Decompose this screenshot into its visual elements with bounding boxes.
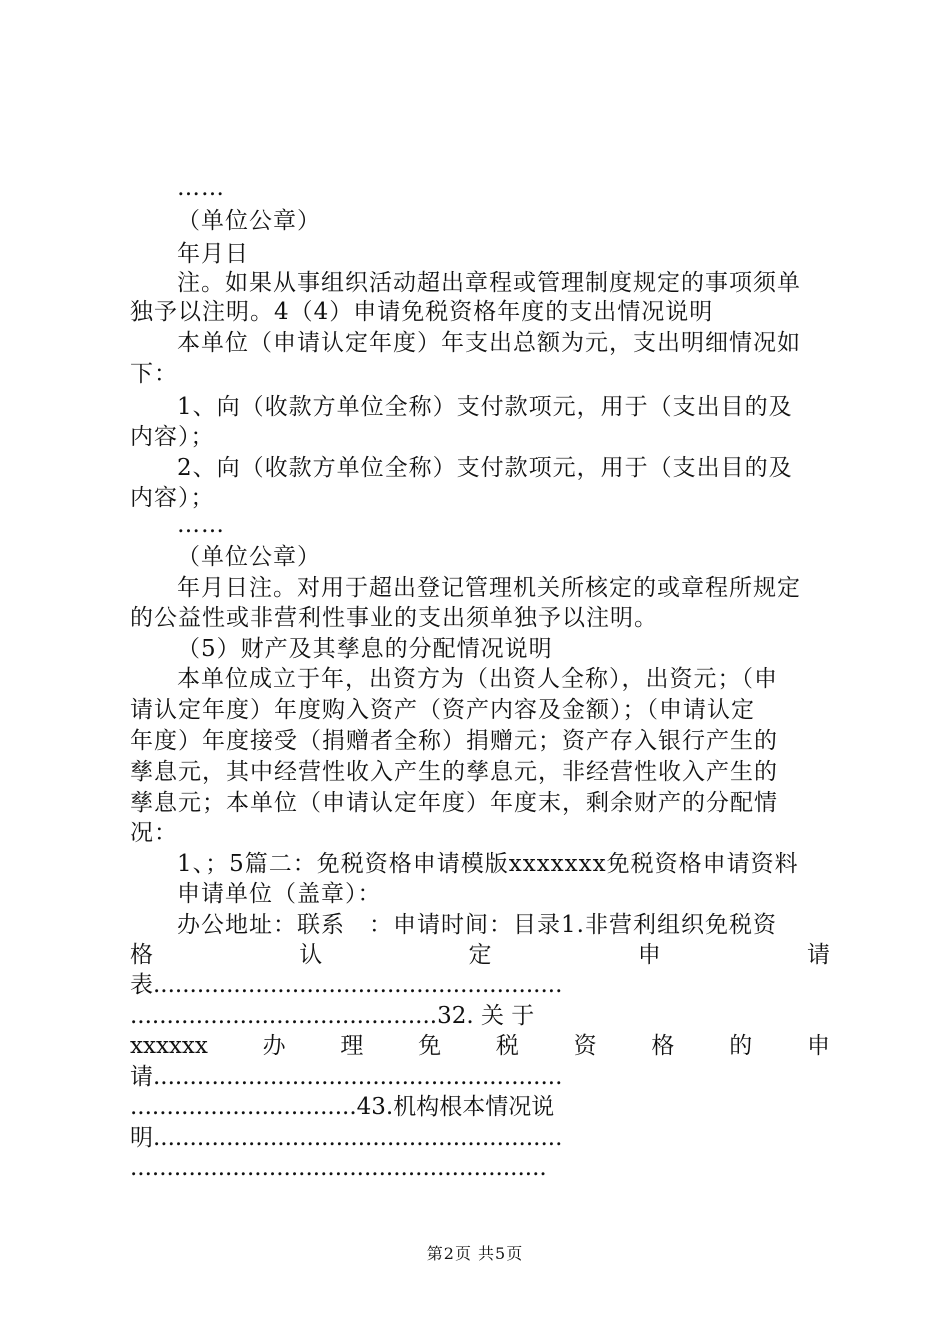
assets-para-3: 年度）年度接受（捐赠者全称）捐赠元；资产存入银行产生的 — [130, 728, 778, 754]
assets-para-5: 孳息元；本单位（申请认定年度）年度末，剩余财产的分配情 — [130, 790, 778, 816]
toc-row-5: 请........................................................ — [130, 1064, 563, 1090]
toc-row-3: ..........................................32. 关 于 — [130, 1003, 535, 1029]
ellipsis-line-2: …… — [177, 512, 225, 538]
section-5-heading: （5）财产及其孳息的分配情况说明 — [177, 636, 553, 662]
date-note-line: 年月日注。对用于超出登记管理机关所核定的或章程所规定 — [177, 575, 801, 601]
toc-row-1: 格 认 定 申 请 — [130, 942, 830, 968]
date-note-cont: 的公益性或非营利性事业的支出须单独予以注明。 — [130, 605, 658, 631]
date-line: 年月日 — [177, 241, 249, 267]
expense-total-line: 本单位（申请认定年度）年支出总额为元，支出明细情况如 — [177, 330, 801, 356]
address-line: 办公地址：联系 ：申请时间：目录1.非营利组织免税资 — [177, 912, 777, 938]
assets-para-1: 本单位成立于年，出资方为（出资人全称），出资元；（申 — [177, 666, 778, 692]
assets-para-2: 请认定年度）年度购入资产（资产内容及金额）；（申请认定 — [130, 697, 755, 723]
toc-row-7: 明........................................................ — [130, 1125, 563, 1151]
expense-item-2: 2、向（收款方单位全称）支付款项元，用于（支出目的及 — [177, 455, 793, 481]
expense-item-2-cont: 内容）； — [130, 485, 215, 511]
page-footer: 第2页 共5页 — [426, 1244, 524, 1263]
seal-line-2: （单位公章） — [177, 544, 321, 570]
expense-total-cont: 下： — [130, 361, 178, 387]
assets-para-4: 孳息元，其中经营性收入产生的孳息元，非经营性收入产生的 — [130, 759, 778, 785]
expense-item-1: 1、向（收款方单位全称）支付款项元，用于（支出目的及 — [177, 394, 793, 420]
applicant-line: 申请单位（盖章）： — [177, 881, 382, 907]
template-heading: 1、；5篇二：免税资格申请模版xxxxxxx免税资格申请资料 — [177, 851, 799, 877]
seal-line: （单位公章） — [177, 208, 321, 234]
note-line-1: 注。如果从事组织活动超出章程或管理制度规定的事项须单 — [177, 270, 801, 296]
toc-row-4: xxxxxx 办 理 免 税 资 格 的 申 — [130, 1033, 830, 1059]
toc-row-8: ......................................................... — [130, 1155, 547, 1181]
assets-para-6: 况： — [130, 820, 178, 846]
expense-item-1-cont: 内容）； — [130, 424, 215, 450]
toc-row-6: ...............................43.机构根本情况说 — [130, 1094, 555, 1120]
ellipsis-line: …… — [177, 175, 225, 201]
toc-row-2: 表........................................................ — [130, 972, 563, 998]
note-line-2: 独予以注明。4（4）申请免税资格年度的支出情况说明 — [130, 299, 714, 325]
